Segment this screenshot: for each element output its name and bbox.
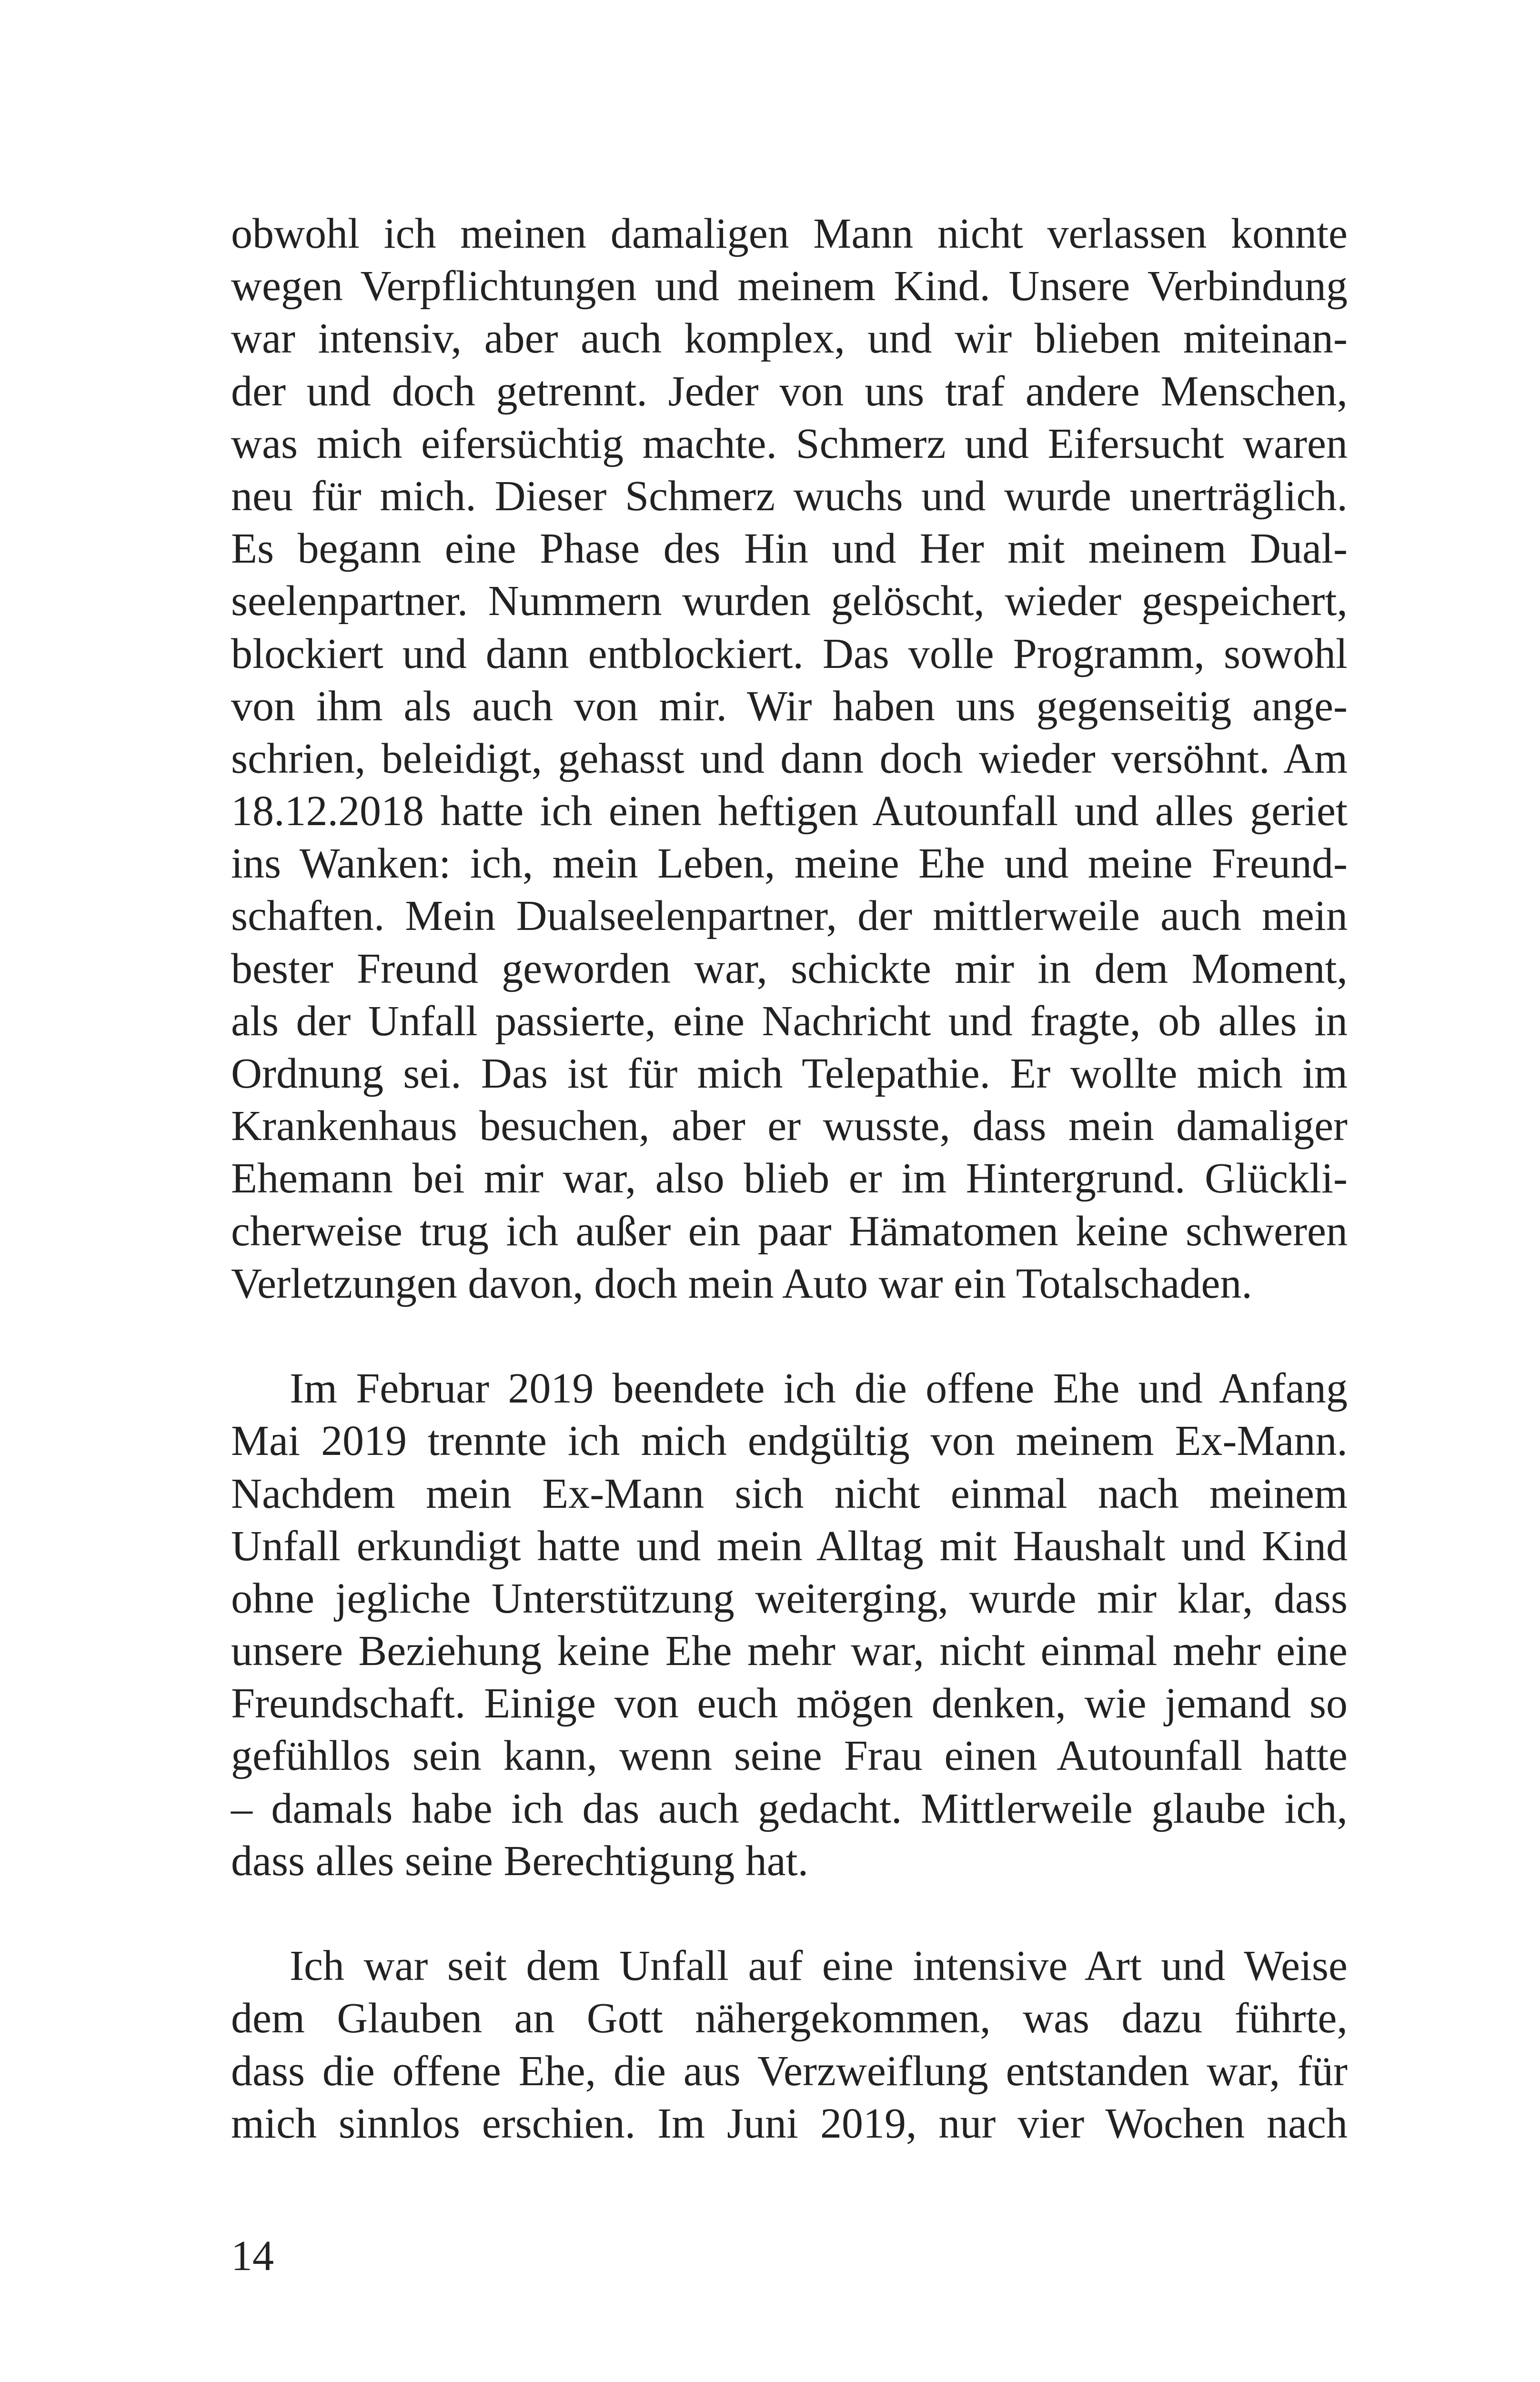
text-line: unsere Beziehung keine Ehe mehr war, nicht einmal mehr eine <box>231 1627 1348 1675</box>
text-line: als der Unfall passierte, eine Nachricht und fragte, ob alles in <box>231 997 1348 1045</box>
text-line: wegen Verpflichtungen und meinem Kind. Unsere Verbindung <box>231 262 1348 310</box>
text-line: dass die offene Ehe, die aus Verzweiflung entstanden war, für <box>231 2047 1348 2095</box>
text-line: war intensiv, aber auch komplex, und wir blieben miteinan- <box>231 315 1348 363</box>
paragraph <box>231 1940 1348 2150</box>
body-text <box>231 208 1348 2150</box>
text-line: 18.12.2018 hatte ich einen heftigen Autounfall und alles geriet <box>231 787 1348 835</box>
text-line: schrien, beleidigt, gehasst und dann doch wieder versöhnt. Am <box>231 735 1348 782</box>
text-line: dass alles seine Berechtigung hat. <box>231 1837 809 1885</box>
text-line: cherweise trug ich außer ein paar Hämatomen keine schweren <box>231 1207 1348 1255</box>
page-number: 14 <box>231 2232 274 2280</box>
text-line: Ehemann bei mir war, also blieb er im Hintergrund. Glückli- <box>231 1155 1348 1202</box>
text-line: Nachdem mein Ex-Mann sich nicht einmal nach meinem <box>231 1470 1348 1517</box>
text-line: was mich eifersüchtig machte. Schmerz und Eifersucht waren <box>231 420 1348 467</box>
text-line: ins Wanken: ich, mein Leben, meine Ehe und meine Freund- <box>231 840 1348 888</box>
text-line: Unfall erkundigt hatte und mein Alltag mit Haushalt und Kind <box>231 1522 1348 1570</box>
paragraph <box>231 208 1348 1310</box>
text-line: bester Freund geworden war, schickte mir in dem Moment, <box>231 945 1348 992</box>
text-line: Freundschaft. Einige von euch mögen denken, wie jemand so <box>231 1680 1348 1727</box>
text-line: blockiert und dann entblockiert. Das volle Programm, sowohl <box>231 630 1348 677</box>
text-line: Ordnung sei. Das ist für mich Telepathie. Er wollte mich im <box>231 1050 1348 1097</box>
text-line: Krankenhaus besuchen, aber er wusste, dass mein damaliger <box>231 1102 1348 1150</box>
text-line: von ihm als auch von mir. Wir haben uns gegenseitig ange- <box>231 682 1348 730</box>
text-line: – damals habe ich das auch gedacht. Mittlerweile glaube ich, <box>231 1785 1348 1832</box>
text-line: mich sinnlos erschien. Im Juni 2019, nur vier Wochen nach <box>231 2099 1348 2147</box>
text-line: Im Februar 2019 beendete ich die offene Ehe und Anfang <box>290 1365 1348 1413</box>
text-line: Es begann eine Phase des Hin und Her mit meinem Dual- <box>231 525 1348 573</box>
paragraph <box>231 1363 1348 1887</box>
text-line: gefühllos sein kann, wenn seine Frau einen Autounfall hatte <box>231 1732 1348 1780</box>
text-line: obwohl ich meinen damaligen Mann nicht verlassen konnte <box>231 210 1348 257</box>
text-line: neu für mich. Dieser Schmerz wuchs und wurde unerträglich. <box>231 472 1348 520</box>
text-line: seelenpartner. Nummern wurden gelöscht, wieder gespeichert, <box>231 577 1348 625</box>
text-line: Ich war seit dem Unfall auf eine intensive Art und Weise <box>290 1942 1348 1990</box>
text-line: Verletzungen davon, doch mein Auto war ein Totalschaden. <box>231 1260 1252 1307</box>
text-line: Mai 2019 trennte ich mich endgültig von meinem Ex-Mann. <box>231 1417 1348 1465</box>
text-line: der und doch getrennt. Jeder von uns traf andere Menschen, <box>231 367 1348 415</box>
text-line: dem Glauben an Gott nähergekommen, was dazu führte, <box>231 1995 1348 2042</box>
text-line: schaften. Mein Dualseelenpartner, der mittlerweile auch mein <box>231 892 1348 940</box>
text-line: ohne jegliche Unterstützung weiterging, wurde mir klar, dass <box>231 1575 1348 1622</box>
